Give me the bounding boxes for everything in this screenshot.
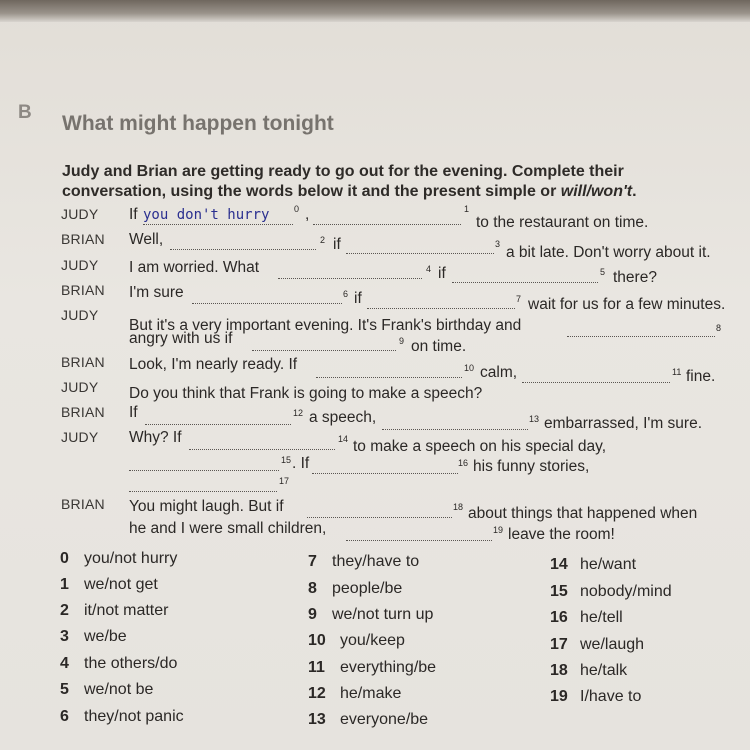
- word-list-item: 5 we/not be: [60, 681, 154, 698]
- speaker-label: BRIAN: [61, 354, 105, 370]
- answer-blank-4[interactable]: [278, 278, 422, 279]
- answer-blank-15[interactable]: [129, 470, 279, 471]
- blank-number: 10: [464, 363, 475, 373]
- line-text: there?: [613, 269, 657, 286]
- line-text: . If: [292, 455, 310, 472]
- blank-number: 9: [399, 336, 405, 346]
- line-text: to the restaurant on time.: [476, 214, 649, 231]
- word-list-item: 6 they/not panic: [60, 708, 184, 725]
- blank-number: 8: [716, 323, 722, 333]
- line-text: a bit late. Don't worry about it.: [506, 244, 711, 261]
- line-text: about things that happened when: [468, 505, 698, 522]
- line-text: If: [129, 206, 138, 223]
- blank-number: 11: [672, 367, 682, 377]
- blank-number: 14: [338, 434, 349, 444]
- line-text: to make a speech on his special day,: [353, 438, 607, 455]
- line-text: Well,: [129, 231, 164, 248]
- word-list-item: 1 we/not get: [60, 576, 158, 593]
- speaker-label: BRIAN: [61, 496, 105, 512]
- blank-number: 5: [600, 267, 606, 277]
- word-list-item: 13 everyone/be: [308, 711, 429, 728]
- answer-blank-6[interactable]: [192, 303, 342, 304]
- blank-number: 15: [281, 455, 292, 465]
- blank-number: 6: [343, 289, 349, 299]
- answer-blank-13[interactable]: [382, 429, 528, 430]
- line-text: if: [354, 290, 362, 307]
- blank-number: 17: [279, 476, 290, 486]
- answer-blank-12[interactable]: [145, 424, 291, 425]
- line-text: leave the room!: [508, 526, 615, 543]
- line-text: I'm sure: [129, 284, 184, 301]
- line-text: he and I were small children,: [129, 520, 327, 537]
- answer-blank-5[interactable]: [452, 282, 598, 283]
- word-list-item: 8 people/be: [308, 580, 403, 597]
- word-list-item: 16 he/tell: [550, 609, 623, 626]
- instructions: Judy and Brian are getting ready to go out for the evening. Complete their conversation, using the words below it and the present simple or will/won't.: [62, 163, 637, 200]
- blank-number: 18: [453, 502, 464, 512]
- answer-blank-10[interactable]: [316, 377, 462, 378]
- word-list-item: 7 they/have to: [308, 553, 420, 570]
- speaker-label: BRIAN: [61, 404, 105, 420]
- answer-blank-3[interactable]: [346, 253, 494, 254]
- blank-number: 13: [529, 414, 540, 424]
- blank-number: 3: [495, 239, 501, 249]
- line-text: fine.: [686, 368, 716, 385]
- line-text: if: [333, 236, 341, 253]
- word-list-item: 0 you/not hurry: [60, 550, 178, 567]
- line-text: angry with us if: [129, 330, 233, 347]
- word-list-item: 18 he/talk: [550, 662, 628, 679]
- answer-blank-1[interactable]: [313, 224, 461, 225]
- word-list-item: 2 it/not matter: [60, 602, 169, 619]
- speaker-label: BRIAN: [61, 231, 105, 247]
- section-title: What might happen tonight: [62, 112, 334, 135]
- answer-blank-14[interactable]: [189, 449, 335, 450]
- answer-blank-19[interactable]: [346, 540, 492, 541]
- word-list-item: 19 I/have to: [550, 688, 642, 705]
- line-text: on time.: [411, 338, 467, 355]
- line-text: I am worried. What: [129, 259, 260, 276]
- speaker-label: JUDY: [61, 206, 99, 222]
- blank-number: 12: [293, 408, 304, 418]
- line-text: Look, I'm nearly ready. If: [129, 356, 298, 373]
- blank-number: 2: [320, 235, 326, 245]
- blank-number: 1: [464, 204, 470, 214]
- word-list-item: 15 nobody/mind: [550, 583, 672, 600]
- speaker-label: JUDY: [61, 307, 99, 323]
- line-text: calm,: [480, 364, 518, 381]
- answer-blank-17[interactable]: [129, 491, 277, 492]
- word-list-item: 14 he/want: [550, 556, 637, 573]
- speaker-label: JUDY: [61, 257, 99, 273]
- word-list-item: 4 the others/do: [60, 655, 178, 672]
- answer-blank-0: [143, 224, 293, 225]
- speaker-label: JUDY: [61, 379, 99, 395]
- line-text: Why? If: [129, 429, 182, 446]
- line-text: But it's a very important evening. It's Frank's birthday and: [129, 317, 522, 334]
- blank-number: 19: [493, 525, 504, 535]
- speaker-label: JUDY: [61, 429, 99, 445]
- word-list-item: 17 we/laugh: [550, 636, 645, 653]
- blank-number: 0: [294, 204, 300, 214]
- answer-blank-8[interactable]: [567, 336, 715, 337]
- line-text: If: [129, 404, 138, 421]
- answer-blank-16[interactable]: [312, 473, 458, 474]
- answer-blank-9[interactable]: [252, 350, 396, 351]
- line-text: his funny stories,: [473, 458, 590, 475]
- blank-number: 7: [516, 294, 522, 304]
- line-text: Do you think that Frank is going to make a speech?: [129, 385, 483, 402]
- line-text: if: [438, 265, 446, 282]
- word-list-item: 12 he/make: [308, 685, 402, 702]
- line-text: ,: [305, 206, 310, 223]
- blank-number: 4: [426, 264, 432, 274]
- section-letter: B: [18, 102, 32, 123]
- word-list-item: 3 we/be: [60, 628, 127, 645]
- answer-blank-11[interactable]: [522, 382, 670, 383]
- blank-number: 16: [458, 458, 469, 468]
- handwritten-answer: you don't hurry: [143, 207, 270, 223]
- word-list-item: 9 we/not turn up: [308, 606, 434, 623]
- line-text: a speech,: [309, 409, 377, 426]
- speaker-label: BRIAN: [61, 282, 105, 298]
- line-text: You might laugh. But if: [129, 498, 284, 515]
- answer-blank-2[interactable]: [170, 249, 316, 250]
- word-list-item: 11 everything/be: [308, 659, 437, 676]
- answer-blank-7[interactable]: [367, 308, 515, 309]
- word-list-item: 10 you/keep: [308, 632, 405, 649]
- line-text: embarrassed, I'm sure.: [544, 415, 703, 432]
- answer-blank-18[interactable]: [307, 517, 452, 518]
- line-text: wait for us for a few minutes.: [528, 296, 726, 313]
- page-top-edge: [0, 0, 750, 22]
